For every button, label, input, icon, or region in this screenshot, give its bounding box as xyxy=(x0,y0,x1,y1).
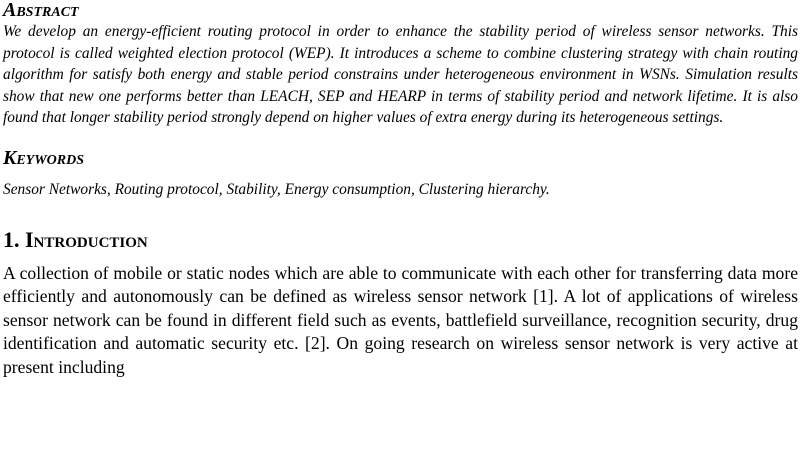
abstract-text: We develop an energy-efficient routing protocol in order to enhance the stability period of wireless sensor networks. This protocol is called weighted election protocol (WEP). It introduces a scheme to combine clustering strategy with chain routing algorithm for satisfy both energy and stable period constrains under heterogeneous environment in WSNs. Simulation results show that new one performs better than LEACH, SEP and HEARP in terms of stability period and network lifetime. It is also found that longer stability period strongly depend on higher values of extra energy during its heterogeneous settings. xyxy=(3,23,798,127)
keywords-heading: Keywords xyxy=(3,146,85,169)
abstract-heading: Abstract xyxy=(3,0,79,21)
introduction-heading: 1. Introduction xyxy=(3,226,148,252)
paper-page xyxy=(3,0,798,379)
keywords-text: Sensor Networks, Routing protocol, Stability, Energy consumption, Clustering hierarchy. xyxy=(3,180,550,198)
introduction-text: A collection of mobile or static nodes which are able to communicate with each other for transferring data more efficiently and autonomously can be defined as wireless sensor network [1]. A lot of applications of wireless sensor network can be found in different field such as events, battlefield surveillance, recognition security, drug identification and automatic security etc. [2]. On going research on wireless sensor network is very active at present including xyxy=(3,262,798,377)
